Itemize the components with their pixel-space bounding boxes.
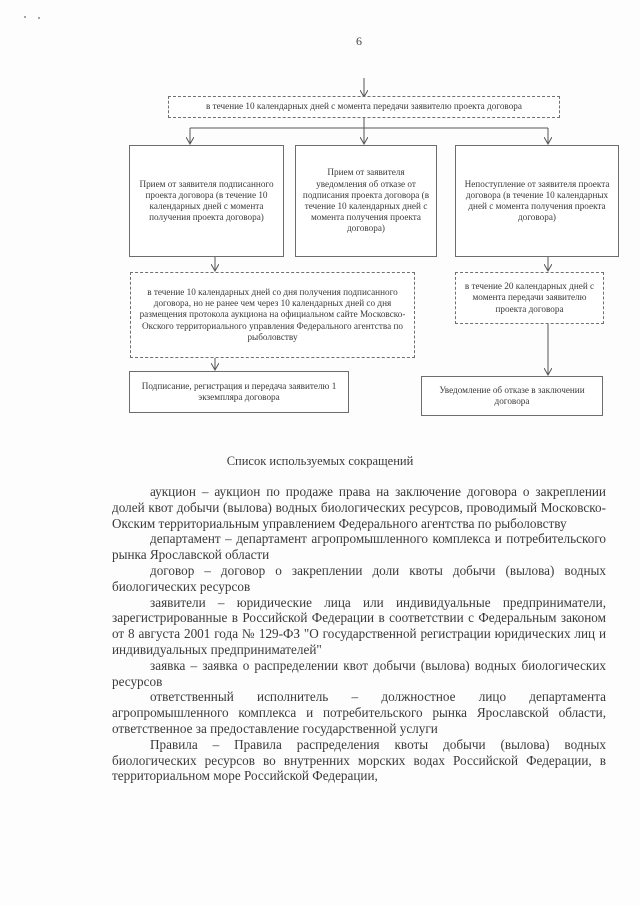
deadline-note-signing bbox=[130, 272, 415, 358]
result-box-signing-text: Подписание, регистрация и передача заявителю 1 экземпляра договора bbox=[141, 380, 337, 402]
step-box-refusal-notice bbox=[295, 145, 437, 257]
result-box-refusal-text: Уведомление об отказе в заключении договора bbox=[439, 384, 585, 406]
deadline-note-refusal bbox=[455, 272, 604, 324]
abbreviation-application: заявка – заявка о распределении квот добычи (вылова) водных биологических ресурсов bbox=[112, 657, 606, 689]
abbreviation-department: департамент – департамент агропромышленного комплекса и потребительского рынка Ярославской области bbox=[112, 531, 606, 563]
result-box-signing bbox=[129, 371, 349, 413]
abbreviation-responsible-executor: ответственный исполнитель – должностное лицо департамента агропромышленного комплекса и потребительского рынка Ярославской области, ответственное за предоставление государственной услуги bbox=[112, 689, 606, 736]
top-deadline-note-text: в течение 10 календарных дней с момента передачи заявителю проекта договора bbox=[206, 101, 522, 112]
scan-speck bbox=[24, 16, 26, 18]
deadline-note-signing-text: в течение 10 календарных дней со дня получения подписанного договора, но не ранее чем через 10 календарных дней со дня размещения протокола аукциона на официальном сайте Московско-Окского территориального управления Федерального агентства по рыболовству bbox=[139, 286, 406, 342]
scan-speck bbox=[38, 17, 40, 19]
step-box-refusal-notice-text: Прием от заявителя уведомления об отказе от подписания проекта договора (в течение 10 календарных дней с момента получения проекта договора) bbox=[302, 167, 430, 234]
abbreviation-auction: аукцион – аукцион по продаже права на заключение договора о закреплении долей квот добычи (вылова) водных биологических ресурсов, проводимый Московско-Окским территориальным управлением Федерального агентства по рыболовству bbox=[112, 484, 606, 531]
top-deadline-note bbox=[168, 96, 560, 118]
step-box-signed-contract-text: Прием от заявителя подписанного проекта договора (в течение 10 календарных дней с момента получения проекта договора) bbox=[139, 178, 274, 223]
deadline-note-refusal-text: в течение 20 календарных дней с момента передачи заявителю проекта договора bbox=[464, 281, 595, 314]
step-box-no-contract bbox=[455, 145, 619, 257]
abbreviations-title: Список используемых сокращений bbox=[226, 454, 414, 468]
abbreviation-rules: Правила – Правила распределения квоты добычи (вылова) водных биологических ресурсов во внутренних морских водах Российской Федерации, в территориальном море Российской Федерации, bbox=[112, 736, 606, 784]
step-box-no-contract-text: Непоступление от заявителя проекта договора (в течение 10 календарных дней с момента получения проекта договора) bbox=[464, 178, 610, 223]
abbreviation-applicants: заявители – юридические лица или индивидуальные предприниматели, зарегистрированные в Российской Федерации в соответствии с Федеральным законом от 8 августа 2001 года № 129-ФЗ "О государственной регистрации юридических лиц и индивидуальных предпринимателей" bbox=[112, 594, 606, 657]
page-number: 6 bbox=[356, 34, 362, 48]
abbreviations-list bbox=[112, 484, 606, 784]
abbreviation-contract: договор – договор о закреплении доли квоты добычи (вылова) водных биологических ресурсов bbox=[112, 562, 606, 594]
result-box-refusal bbox=[421, 376, 603, 416]
step-box-signed-contract bbox=[129, 145, 284, 257]
